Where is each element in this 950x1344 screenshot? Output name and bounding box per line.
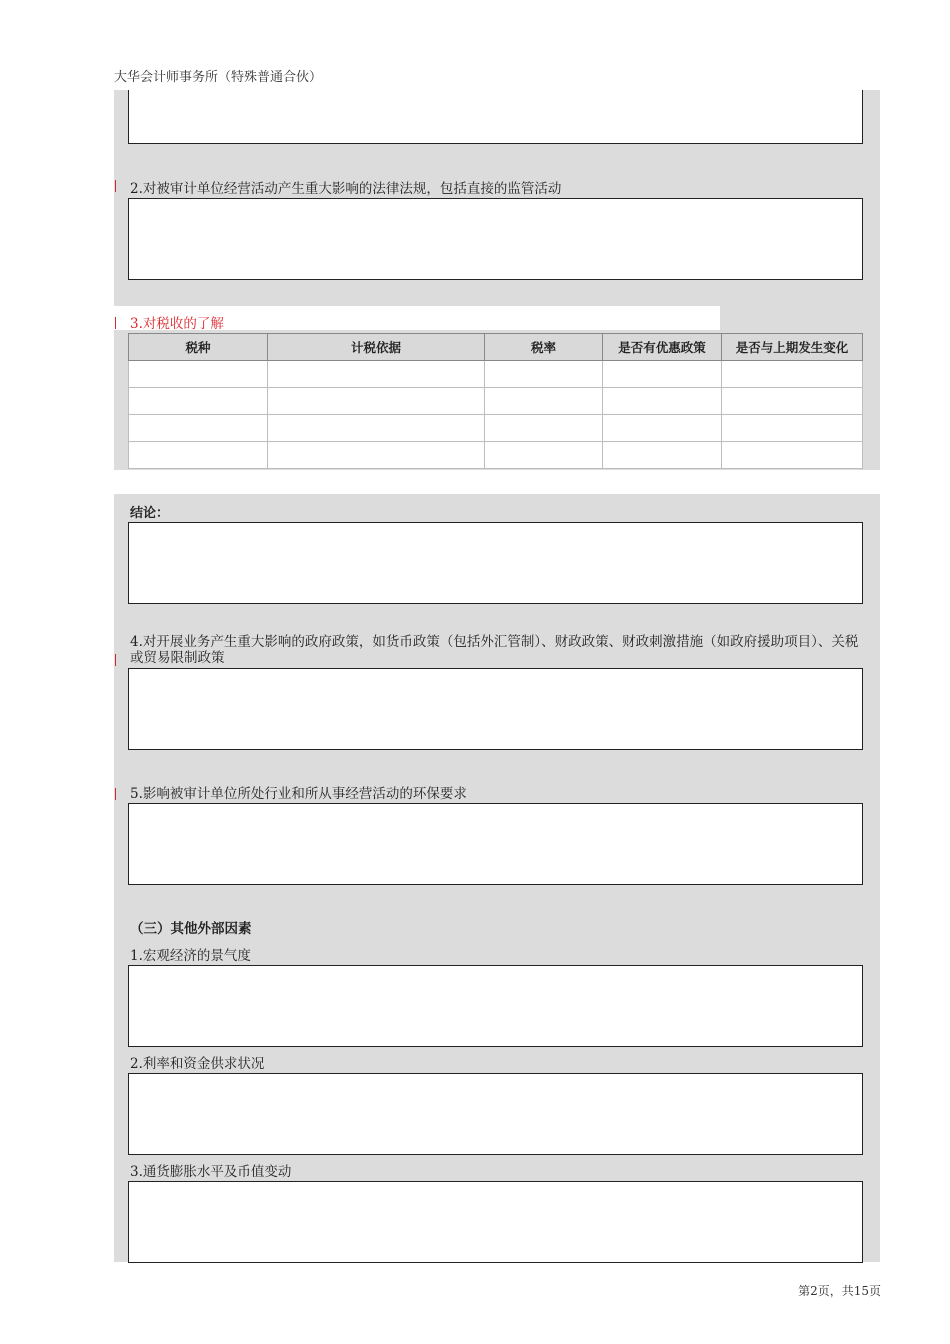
page-number: 第2页，共15页 (798, 1284, 881, 1298)
col-header-tax-rate: 税率 (485, 334, 603, 361)
table-cell[interactable] (603, 361, 722, 388)
table-cell[interactable] (129, 415, 268, 442)
inflation-label: 3.通货膨胀水平及币值变动 (130, 1164, 292, 1180)
inflation-input-box[interactable] (128, 1181, 863, 1263)
tax-table (128, 333, 863, 469)
table-cell[interactable] (603, 442, 722, 469)
interest-label: 2.利率和资金供求状况 (130, 1056, 265, 1072)
table-cell[interactable] (485, 442, 603, 469)
table-cell[interactable] (603, 388, 722, 415)
col-header-tax-basis: 计税依据 (268, 334, 485, 361)
table-cell[interactable] (722, 442, 863, 469)
macro-label: 1.宏观经济的景气度 (130, 948, 251, 964)
table-cell[interactable] (129, 442, 268, 469)
conclusion-label: 结论： (130, 506, 170, 521)
row-marker (113, 654, 116, 666)
table-cell[interactable] (268, 442, 485, 469)
table-cell[interactable] (129, 388, 268, 415)
environment-label: 5.影响被审计单位所处行业和所从事经营活动的环保要求 (130, 786, 467, 802)
regulation-label: 2.对被审计单位经营活动产生重大影响的法律法规，包括直接的监管活动 (130, 181, 562, 197)
table-row (129, 415, 863, 442)
table-row (129, 388, 863, 415)
table-cell[interactable] (722, 388, 863, 415)
row-marker (113, 180, 116, 192)
section-title-other-factors: （三）其他外部因素 (130, 921, 252, 937)
col-header-tax-type: 税种 (129, 334, 268, 361)
table-cell[interactable] (603, 415, 722, 442)
table-cell[interactable] (722, 361, 863, 388)
conclusion-input-box[interactable] (128, 522, 863, 604)
interest-input-box[interactable] (128, 1073, 863, 1155)
table-cell[interactable] (485, 388, 603, 415)
text-box-continued[interactable] (128, 90, 863, 144)
firm-header: 大华会计师事务所（特殊普通合伙） (114, 70, 323, 85)
table-cell[interactable] (129, 361, 268, 388)
tax-table-header-row (129, 334, 863, 361)
col-header-changed: 是否与上期发生变化 (722, 334, 863, 361)
row-marker (113, 788, 116, 800)
row-marker (113, 317, 116, 329)
policy-input-box[interactable] (128, 668, 863, 750)
table-cell[interactable] (485, 415, 603, 442)
tax-label: 3.对税收的了解 (130, 316, 224, 332)
table-cell[interactable] (268, 361, 485, 388)
table-cell[interactable] (722, 415, 863, 442)
regulation-input-box[interactable] (128, 198, 863, 280)
environment-input-box[interactable] (128, 803, 863, 885)
band (114, 470, 880, 494)
col-header-preferential: 是否有优惠政策 (603, 334, 722, 361)
table-cell[interactable] (485, 361, 603, 388)
policy-label: 4.对开展业务产生重大影响的政府政策，如货币政策（包括外汇管制）、财政政策、财政刺激措施（如政府援助项目）、关税或贸易限制政策 (130, 634, 859, 666)
macro-input-box[interactable] (128, 965, 863, 1047)
table-row (129, 442, 863, 469)
table-cell[interactable] (268, 388, 485, 415)
table-cell[interactable] (268, 415, 485, 442)
table-row (129, 361, 863, 388)
